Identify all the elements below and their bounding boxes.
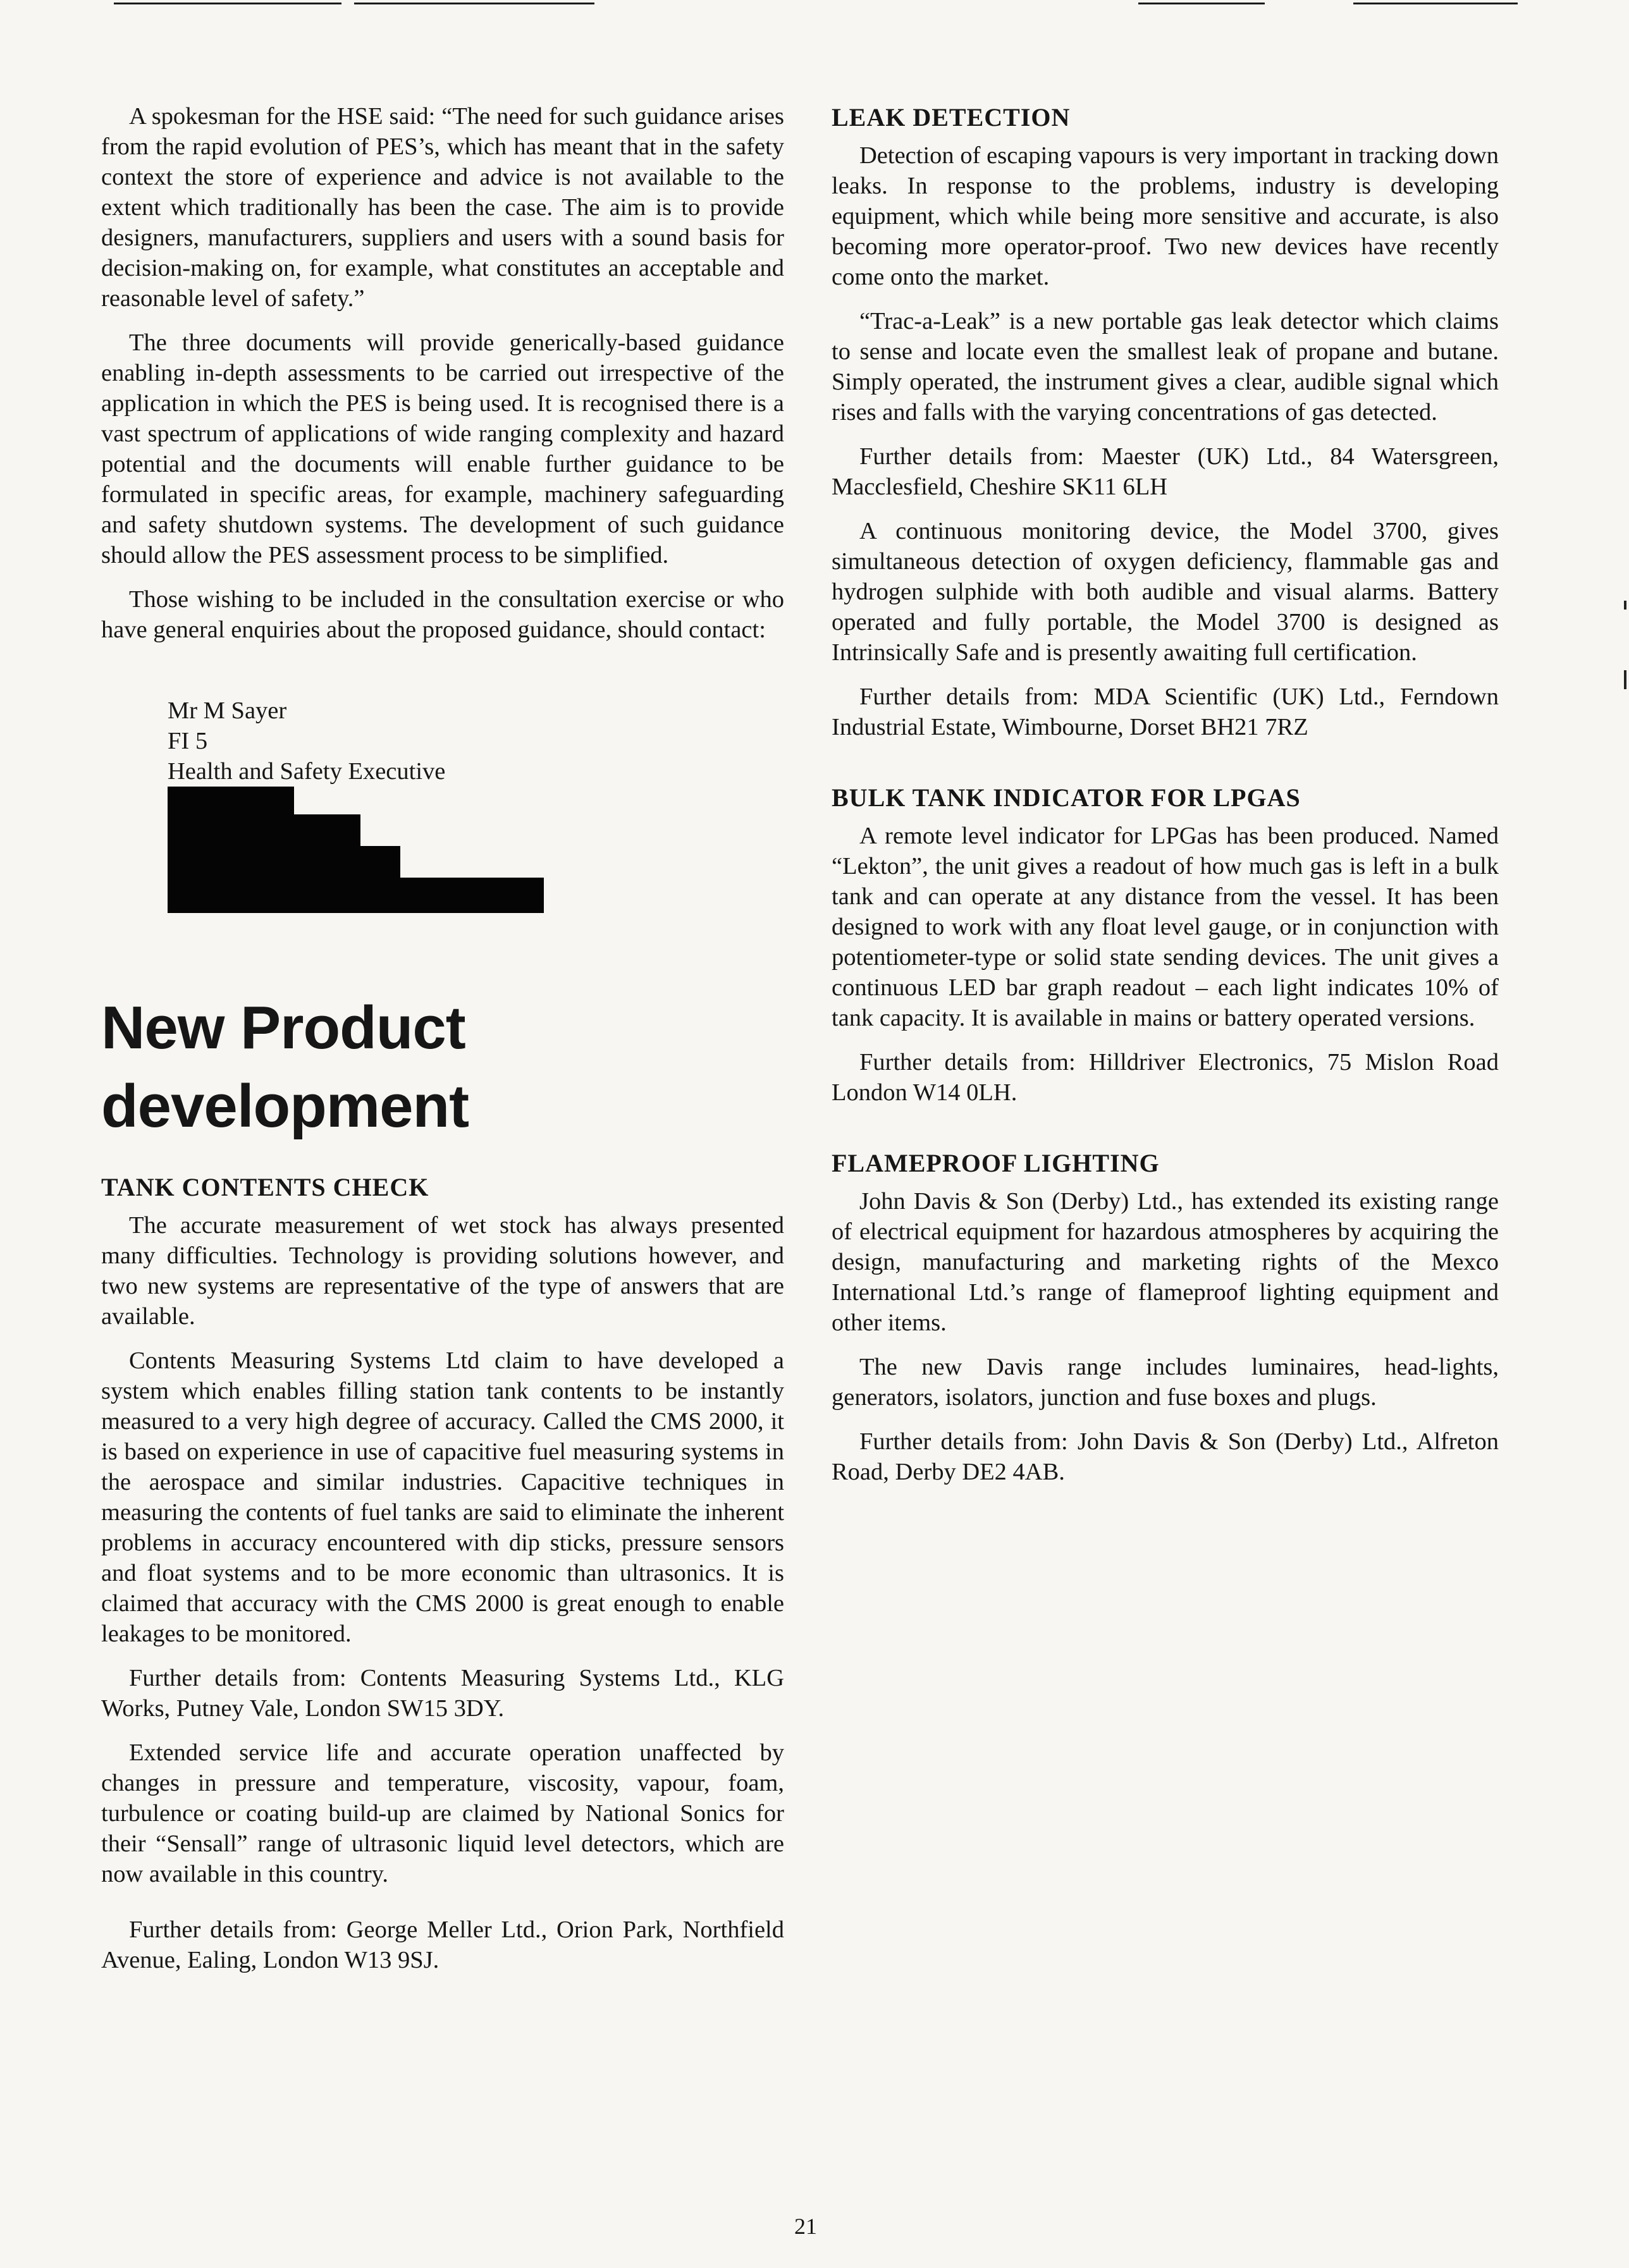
body-paragraph: Contents Measuring Systems Ltd claim to have developed a system which enables filling station tank contents to be instantly measured to a very high degree of accuracy. Called the CMS 2000, it is based on experience in use of capacitive fuel measuring systems in the aerospace and similar industries. Capacitive techniques in measuring the contents of fuel tanks are said to eliminate the inherent problems in accuracy encountered with dip sticks, pressure sensors and float systems and to be more economic than ultrasonics. It is claimed that accuracy with the CMS 2000 is great enough to enable leakages to be monitored. (101, 1347, 784, 1647)
redacted-address (168, 787, 496, 913)
section-heading: TANK CONTENTS CHECK (101, 1173, 429, 1201)
body-paragraph: A continuous monitoring device, the Model 3700, gives simultaneous detection of oxygen deficiency, flammable gas and hydrogen sulphide with both audible and visual alarms. Battery operated and fully portable, the Model 3700 is designed as Intrinsically Safe and is presently awaiting full certification. (832, 518, 1499, 666)
section-heading: BULK TANK INDICATOR FOR LPGAS (832, 783, 1301, 812)
body-paragraph: Further details from: Maester (UK) Ltd., 84 Watersgreen, Macclesfield, Cheshire SK11 6LH (832, 443, 1499, 500)
section-title: New Product development (101, 994, 469, 1140)
page-number: 21 (794, 2214, 817, 2239)
top-rule (354, 3, 594, 4)
body-paragraph: Further details from: Contents Measuring Systems Ltd., KLG Works, Putney Vale, London SW15 3DY. (101, 1665, 784, 1722)
section-heading: LEAK DETECTION (832, 103, 1071, 132)
body-paragraph: Extended service life and accurate operation unaffected by changes in pressure and temperature, viscosity, vapour, foam, turbulence or coating build-up are claimed by National Sonics for their “Sensall” range of ultrasonic liquid level detectors, which are now available in this country. (101, 1739, 784, 1887)
body-paragraph: “Trac-a-Leak” is a new portable gas leak detector which claims to sense and locate even the smallest leak of propane and butane. Simply operated, the instrument gives a clear, audible signal which rises and falls with the varying concentrations of gas detected. (832, 308, 1499, 426)
top-rule (1353, 3, 1518, 4)
body-paragraph: A remote level indicator for LPGas has been produced. Named “Lekton”, the unit gives a readout of how much gas is left in a bulk tank and can operate at any distance from the vessel. It has been designed to work with any float level gauge, or in conjunction with potentiometer-type or solid state sending devices. The unit gives a continuous LED bar graph readout – each light indicates 10% of tank capacity. It is available in mains or battery operated versions. (832, 823, 1499, 1031)
body-paragraph: The accurate measurement of wet stock has always presented many difficulties. Technology is providing solutions however, and two new systems are representative of the type of answers that are available. (101, 1212, 784, 1330)
hse-paragraph: Those wishing to be included in the consultation exercise or who have general enquiries about the proposed guidance, should contact: (101, 586, 784, 643)
section-heading: FLAMEPROOF LIGHTING (832, 1149, 1160, 1177)
right-column (832, 101, 1499, 1501)
top-rule (1138, 3, 1265, 4)
scan-edge-mark (1624, 601, 1626, 610)
left-column (101, 101, 784, 1989)
body-paragraph: Detection of escaping vapours is very important in tracking down leaks. In response to the problems, industry is developing equipment, which while being more sensitive and accurate, is also becoming more operator-proof. Two new devices have recently come onto the market. (832, 142, 1499, 290)
body-paragraph: Further details from: MDA Scientific (UK) Ltd., Ferndown Industrial Estate, Wimbourne, Dorset BH21 7RZ (832, 683, 1499, 740)
body-paragraph: The new Davis range includes luminaires, head-lights, generators, isolators, junction and fuse boxes and plugs. (832, 1354, 1499, 1411)
contact-org: Health and Safety Executive (168, 758, 446, 785)
hse-paragraph: A spokesman for the HSE said: “The need for such guidance arises from the rapid evolution of PES’s, which has meant that in the safety context the store of experience and advice is not available to the extent which traditionally has been the case. The aim is to provide designers, manufacturers, suppliers and users with a sound basis for decision-making on, for example, what constitutes an acceptable and reasonable level of safety.” (101, 103, 784, 312)
scan-edge-mark (1624, 670, 1626, 689)
contact-dept: FI 5 (168, 728, 208, 754)
body-paragraph: John Davis & Son (Derby) Ltd., has extended its existing range of electrical equipment for hazardous atmospheres by acquiring the design, manufacturing and marketing rights of the Mexco International Ltd.’s range of flameproof lighting equipment and other items. (832, 1188, 1499, 1336)
body-paragraph: Further details from: John Davis & Son (Derby) Ltd., Alfreton Road, Derby DE2 4AB. (832, 1428, 1499, 1485)
body-paragraph: Further details from: George Meller Ltd., Orion Park, Northfield Avenue, Ealing, London W13 9SJ. (101, 1916, 784, 1973)
contact-block (168, 696, 784, 787)
hse-paragraph: The three documents will provide generically-based guidance enabling in-depth assessments to be carried out irrespective of the application in which the PES is being used. It is recognised there is a vast spectrum of applications of wide ranging complexity and hazard potential and the documents will enable further guidance to be formulated in specific areas, for example, machinery safeguarding and safety shutdown systems. The development of such guidance should allow the PES assessment process to be simplified. (101, 329, 784, 568)
body-paragraph: Further details from: Hilldriver Electronics, 75 Mislon Road London W14 0LH. (832, 1049, 1499, 1106)
contact-name: Mr M Sayer (168, 697, 287, 724)
top-rule (114, 3, 341, 4)
